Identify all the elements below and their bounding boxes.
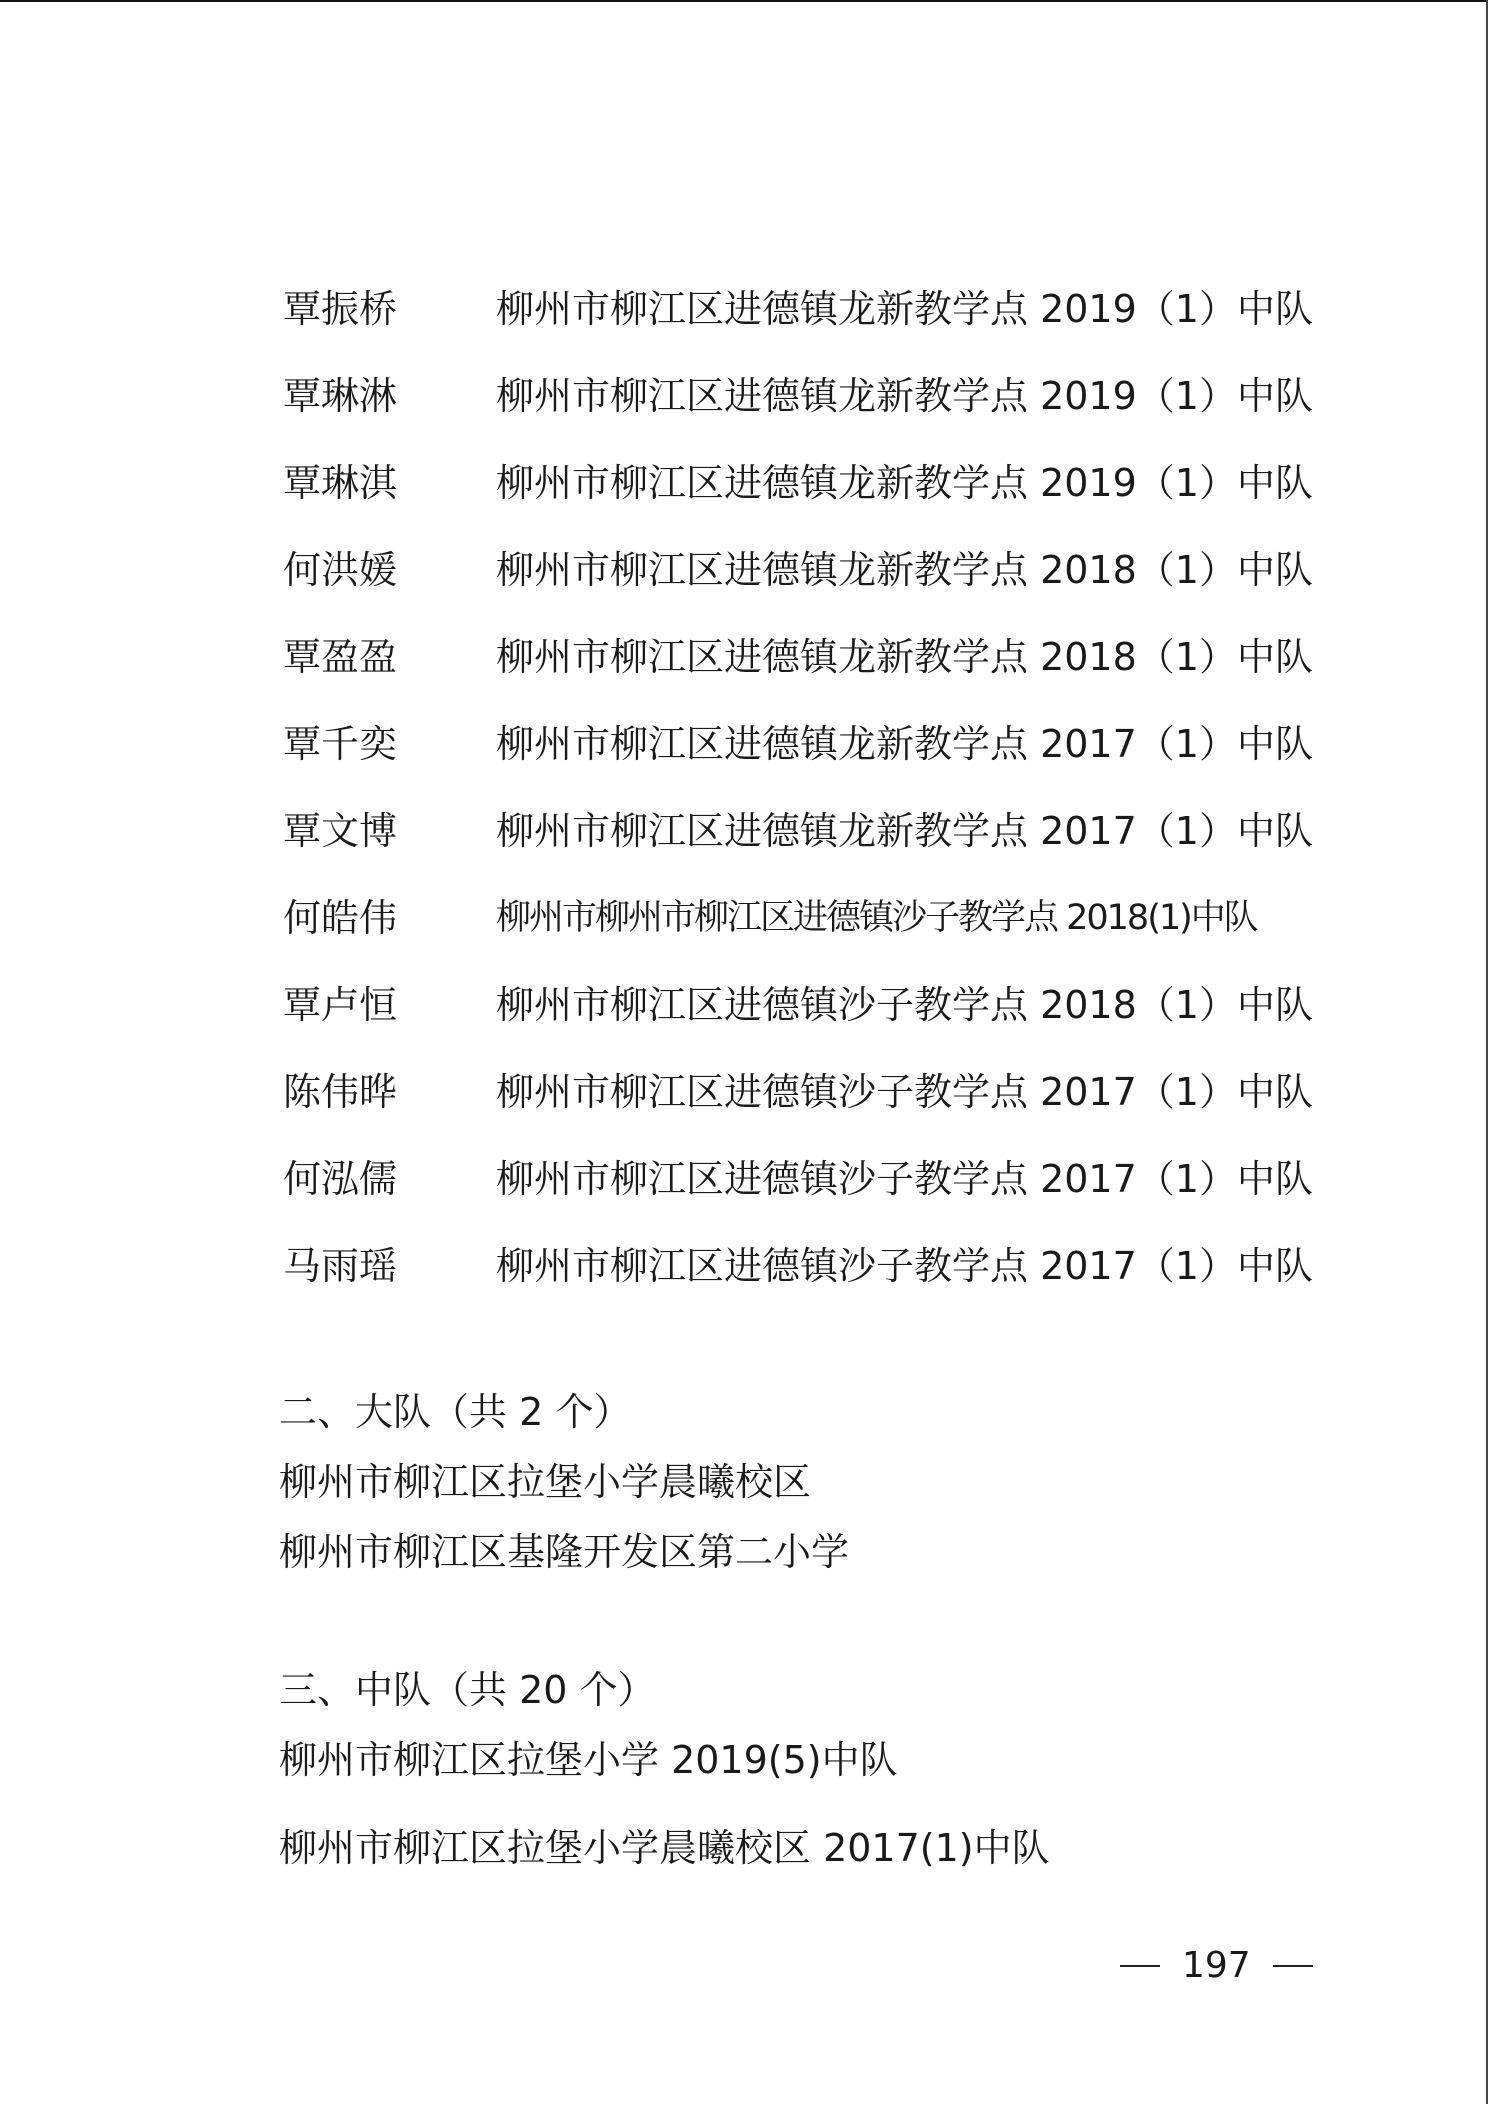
brigade-item: 柳州市柳江区拉堡小学晨曦校区: [279, 1460, 812, 1504]
list-item: [283, 610, 1333, 697]
list-item: [283, 349, 1333, 436]
list-item: [283, 1045, 1333, 1132]
awardee-name: 覃千奕: [283, 722, 398, 766]
squadron-section: [279, 1655, 1050, 1883]
awardee-unit: 柳州市柳州市柳江区进德镇沙子教学点 2018(1)中队: [496, 897, 1257, 938]
squadron-item: 柳州市柳江区拉堡小学 2019(5)中队: [279, 1738, 898, 1782]
awardee-unit: 柳州市柳江区进德镇沙子教学点 2018（1）中队: [496, 983, 1313, 1027]
awardee-name: 覃琳淋: [283, 374, 398, 418]
squadron-item: 柳州市柳江区拉堡小学晨曦校区 2017(1)中队: [279, 1826, 1050, 1870]
awardee-name: 何洪媛: [283, 548, 398, 592]
list-item: [283, 262, 1333, 349]
awardee-unit: 柳州市柳江区进德镇沙子教学点 2017（1）中队: [496, 1244, 1313, 1288]
awardee-name: 陈伟晔: [283, 1070, 398, 1114]
list-item: [283, 871, 1333, 958]
awardee-unit: 柳州市柳江区进德镇龙新教学点 2019（1）中队: [496, 461, 1313, 505]
awardee-unit: 柳州市柳江区进德镇龙新教学点 2017（1）中队: [496, 722, 1313, 766]
page-top-border: [0, 0, 1488, 2]
page-number-dash-left: [1120, 1965, 1160, 1967]
awardee-name: 何皓伟: [283, 896, 398, 940]
awardee-unit: 柳州市柳江区进德镇龙新教学点 2017（1）中队: [496, 809, 1313, 853]
awardee-unit: 柳州市柳江区进德镇龙新教学点 2018（1）中队: [496, 548, 1313, 592]
section-heading: 三、中队（共 20 个）: [279, 1668, 656, 1712]
list-item: [283, 697, 1333, 784]
awardee-name: 覃振桥: [283, 287, 398, 331]
awardee-unit: 柳州市柳江区进德镇沙子教学点 2017（1）中队: [496, 1157, 1313, 1201]
awardee-unit: 柳州市柳江区进德镇沙子教学点 2017（1）中队: [496, 1070, 1313, 1114]
awardee-name: 覃琳淇: [283, 461, 398, 505]
brigade-section: [279, 1377, 849, 1587]
awardee-name: 何泓儒: [283, 1157, 398, 1201]
list-item: [283, 1132, 1333, 1219]
list-item: [283, 436, 1333, 523]
list-item: [283, 784, 1333, 871]
page-number-dash-right: [1273, 1965, 1313, 1967]
awardee-name: 覃卢恒: [283, 983, 398, 1027]
section-heading: 二、大队（共 2 个）: [279, 1390, 632, 1434]
awardee-unit: 柳州市柳江区进德镇龙新教学点 2019（1）中队: [496, 287, 1313, 331]
awardee-list: [283, 262, 1333, 1306]
page-number: [1120, 1945, 1313, 1986]
list-item: [283, 958, 1333, 1045]
brigade-item: 柳州市柳江区基隆开发区第二小学: [279, 1530, 850, 1574]
awardee-name: 马雨瑶: [283, 1244, 398, 1288]
awardee-unit: 柳州市柳江区进德镇龙新教学点 2018（1）中队: [496, 635, 1313, 679]
list-item: [283, 1219, 1333, 1306]
list-item: [283, 523, 1333, 610]
awardee-unit: 柳州市柳江区进德镇龙新教学点 2019（1）中队: [496, 374, 1313, 418]
awardee-name: 覃文博: [283, 809, 398, 853]
page-number-value: 197: [1182, 1945, 1251, 1986]
awardee-name: 覃盈盈: [283, 635, 398, 679]
